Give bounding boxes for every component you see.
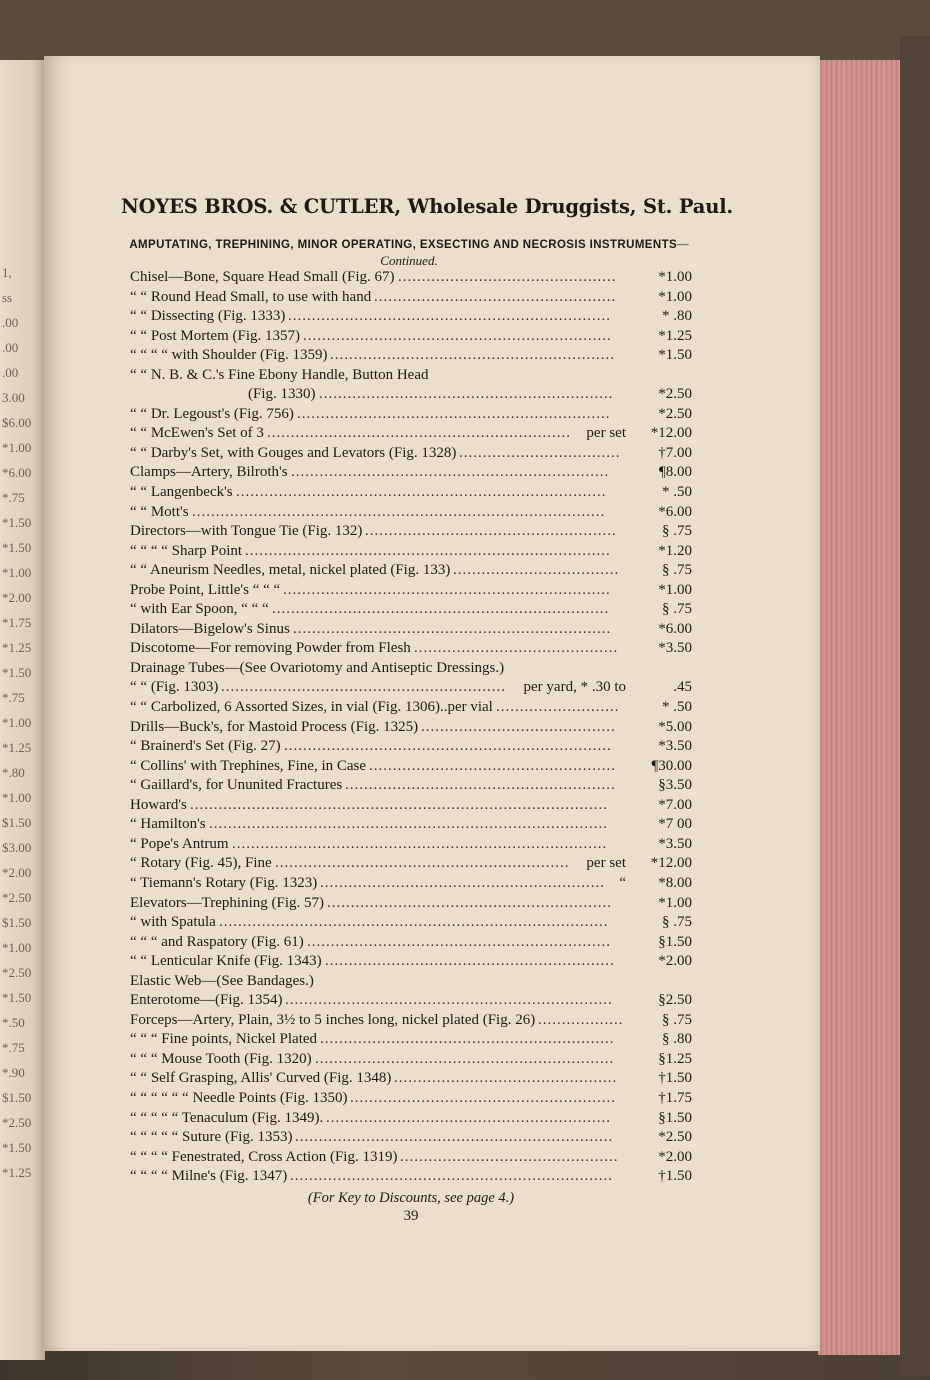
item-price: *1.00: [658, 269, 692, 285]
item-description: “ “ “ “ Milne's (Fig. 1347): [130, 1168, 288, 1185]
price-list-row: [130, 581, 692, 601]
price-list-row: [130, 659, 692, 679]
item-price: *2.50: [658, 405, 692, 422]
price-list-row: [130, 366, 692, 386]
left-page-fragment: *6.00: [2, 465, 32, 480]
item-description: “ “ “ Mouse Tooth (Fig. 1320): [130, 1050, 312, 1067]
price-list-row: [130, 1167, 692, 1187]
leader-dots: ..............................................................: [319, 386, 614, 403]
leader-dots: ............................................................: [327, 894, 612, 911]
leader-dots: ............................................................: [326, 1109, 611, 1126]
item-price: *6.00: [658, 503, 692, 520]
leader-dots: .............................................................: [325, 953, 615, 970]
item-price: †1.50: [658, 1168, 692, 1185]
item-description: “ “ “ “ “ “ Needle Points (Fig. 1350): [130, 1089, 348, 1106]
item-price: §1.50: [658, 1109, 692, 1126]
leader-dots: ...........................................: [414, 640, 619, 657]
item-description: “ Brainerd's Set (Fig. 27): [130, 738, 281, 755]
item-price: †7.00: [658, 444, 692, 461]
leader-dots: .....................................................................: [284, 738, 612, 755]
left-page-fragment: 3.00: [2, 390, 25, 405]
leader-dots: ..........................: [496, 699, 620, 716]
item-description: “ “ “ “ Sharp Point: [130, 542, 243, 559]
item-description: “ “ Darby's Set, with Gouges and Levators (Fig. 1328): [130, 444, 457, 461]
price-list-row: [130, 737, 692, 757]
item-description: “ Tiemann's Rotary (Fig. 1323): [130, 874, 318, 891]
price-list-row: [130, 620, 692, 640]
item-description: “ “ “ and Raspatory (Fig. 61): [130, 933, 304, 950]
item-description: “ “ “ “ “ Suture (Fig. 1353): [130, 1129, 293, 1146]
item-price: *7 00: [658, 816, 692, 833]
left-page-fragment: *2.50: [2, 965, 32, 980]
item-price: §1.25: [658, 1050, 692, 1067]
item-description: “ “ “ Fine points, Nickel Plated: [130, 1031, 318, 1048]
price-list-row: [130, 894, 692, 914]
price-list-row: [130, 600, 692, 620]
item-description: Chisel—Bone, Square Head Small (Fig. 67): [130, 269, 395, 285]
price-list-row: [130, 815, 692, 835]
left-page-fragment: *1.00: [2, 940, 32, 955]
left-page-fragment: *.80: [2, 765, 25, 780]
item-price: †1.75: [658, 1089, 692, 1106]
price-list-row: [130, 561, 692, 581]
item-price: *1.00: [658, 288, 692, 305]
item-price: §2.50: [658, 992, 692, 1009]
item-description: Drills—Buck's, for Mastoid Process (Fig. 1325): [130, 718, 419, 735]
price-list-row: [130, 991, 692, 1011]
item-unit: per yard, * .30 to: [523, 679, 626, 696]
item-description: “ Rotary (Fig. 45), Fine: [130, 855, 272, 872]
item-description: Directors—with Tongue Tie (Fig. 132): [130, 523, 363, 540]
price-list-row: [130, 1089, 692, 1109]
left-page-fragment: ss: [2, 290, 13, 305]
item-description: “ “ Mott's: [130, 503, 189, 520]
item-description: Forceps—Artery, Plain, 3½ to 5 inches long, nickel plated (Fig. 26): [130, 1011, 536, 1028]
leader-dots: ...............................................................................: [232, 835, 608, 852]
left-page-fragment: *1.50: [2, 990, 32, 1005]
price-list-row: [130, 933, 692, 953]
leader-dots: .....................................................................: [283, 581, 611, 598]
left-page-fragment: *1.50: [2, 540, 32, 555]
left-page-fragment: *1.00: [2, 440, 32, 455]
price-list-row: [130, 522, 692, 542]
left-page-fragment: $1.50: [2, 815, 32, 830]
leader-dots: ....................................................................: [290, 1168, 613, 1185]
price-list-row: [130, 835, 692, 855]
left-page-fragment: *1.75: [2, 615, 32, 630]
item-description: “ “ Carbolized, 6 Assorted Sizes, in vial (Fig. 1306)..per vial: [130, 699, 493, 716]
price-list-row: [130, 385, 692, 405]
left-page-fragment: *.90: [2, 1065, 25, 1080]
item-description: “ “ Dr. Legoust's (Fig. 756): [130, 405, 294, 422]
item-price: * .80: [662, 308, 692, 325]
item-price: *12.00: [650, 855, 692, 872]
left-page-fragment: $3.00: [2, 840, 32, 855]
price-list-row: [130, 346, 692, 366]
left-page-fragment: $6.00: [2, 415, 32, 430]
item-price: *1.00: [658, 581, 692, 598]
price-list-row: [130, 952, 692, 972]
leader-dots: .............................................................................: [245, 542, 611, 559]
leader-dots: ............................................................: [221, 679, 506, 696]
discount-note: (For Key to Discounts, see page 4.): [307, 1190, 515, 1206]
leader-dots: .......................................................................................: [192, 503, 606, 520]
item-price: *1.25: [658, 327, 692, 344]
page-header: NOYES BROS. & CUTLER, Wholesale Druggists, St. Paul.: [121, 195, 734, 218]
price-list-row: [130, 972, 692, 992]
item-price: *2.50: [658, 386, 692, 403]
leader-dots: ...............................................: [394, 1070, 618, 1087]
leader-dots: ..................................: [459, 444, 621, 461]
item-description: (Fig. 1330): [248, 386, 316, 403]
left-page-fragment: *.75: [2, 490, 25, 505]
left-page-fragment: .00: [2, 365, 19, 380]
book-spine: [900, 36, 930, 1376]
leader-dots: ..................................................................................: [219, 914, 609, 931]
item-price: †1.50: [658, 1070, 692, 1087]
leader-dots: .........................................................: [345, 777, 616, 794]
item-price: *2.00: [658, 1148, 692, 1165]
item-price: * .50: [662, 699, 692, 716]
leader-dots: ...................................: [453, 562, 620, 579]
price-list-row: [130, 268, 692, 288]
left-page-fragment: *2.50: [2, 1115, 32, 1130]
item-description: “ “ Round Head Small, to use with hand: [130, 288, 372, 305]
price-list-row: [130, 639, 692, 659]
left-page-fragment: *1.00: [2, 565, 32, 580]
price-list-row: [130, 698, 692, 718]
left-page-fragment: *1.00: [2, 715, 32, 730]
price-list-row: [130, 1109, 692, 1129]
price-list-row: [130, 327, 692, 347]
item-price: *8.00: [658, 874, 692, 891]
item-description: Enterotome—(Fig. 1354): [130, 992, 283, 1009]
price-list-row: [130, 678, 692, 698]
item-price: ¶30.00: [651, 757, 692, 774]
item-price: §1.50: [658, 933, 692, 950]
price-list-row: [130, 307, 692, 327]
leader-dots: .....................................................................: [285, 992, 613, 1009]
item-price: § .75: [662, 523, 692, 540]
item-price: *3.50: [658, 640, 692, 657]
price-list-row: [130, 1011, 692, 1031]
leader-dots: ........................................................................................: [190, 796, 608, 813]
leader-dots: ............................................................: [330, 347, 615, 364]
left-page-fragment: *1.25: [2, 640, 32, 655]
leader-dots: ..................................................................: [297, 405, 611, 422]
left-page-fragment: *.50: [2, 1015, 25, 1030]
item-price: * .50: [662, 484, 692, 501]
left-page-fragment: *2.50: [2, 890, 32, 905]
left-page-edge: [0, 60, 45, 1360]
price-list-row: [130, 444, 692, 464]
leader-dots: ...................................................: [374, 288, 617, 305]
leader-dots: ...................................................................: [295, 1129, 614, 1146]
price-list-row: [130, 874, 692, 894]
price-list-row: [130, 1050, 692, 1070]
item-description: “ “ Aneurism Needles, metal, nickel plated (Fig. 133): [130, 562, 451, 579]
item-unit: per set: [586, 855, 626, 872]
item-description: “ “ Langenbeck's: [130, 484, 233, 501]
leader-dots: ....................................................................................: [209, 816, 608, 833]
left-page-fragment: *1.50: [2, 515, 32, 530]
item-price: *3.50: [658, 738, 692, 755]
page-edges: [818, 60, 906, 1355]
item-price: *7.00: [658, 796, 692, 813]
item-unit: “: [619, 874, 626, 891]
price-list-row: [130, 424, 692, 444]
item-description: “ “ Self Grasping, Allis' Curved (Fig. 1348): [130, 1070, 392, 1087]
price-list-row: [130, 288, 692, 308]
item-description: “ with Ear Spoon, “ “ “: [130, 601, 269, 618]
leader-dots: ..............................................................: [320, 1031, 615, 1048]
price-list-row: [130, 718, 692, 738]
left-page-fragment: *1.25: [2, 740, 32, 755]
leader-dots: ..............................................................................: [236, 484, 607, 501]
price-list-row: [130, 1148, 692, 1168]
leader-dots: ....................................................................: [288, 308, 611, 325]
section-continued: —Continued.: [380, 236, 689, 268]
item-price: *1.50: [658, 347, 692, 364]
price-list-row: [130, 405, 692, 425]
item-price: *5.00: [658, 718, 692, 735]
left-page-fragment: *2.00: [2, 865, 32, 880]
item-price: *2.00: [658, 953, 692, 970]
item-description: Clamps—Artery, Bilroth's: [130, 464, 288, 481]
item-price: §3.50: [658, 777, 692, 794]
leader-dots: ..............................................: [398, 269, 617, 285]
leader-dots: .........................................: [421, 718, 616, 735]
item-price: § .75: [662, 562, 692, 579]
leader-dots: ..................: [538, 1011, 624, 1028]
section-title: [126, 236, 692, 270]
item-description: Discotome—For removing Powder from Flesh: [130, 640, 411, 657]
price-list-row: [130, 796, 692, 816]
leader-dots: ................................................................: [307, 933, 611, 950]
left-page-fragment: *1.25: [2, 1165, 32, 1180]
item-description: “ “ (Fig. 1303): [130, 679, 219, 696]
item-price: *3.50: [658, 835, 692, 852]
left-page-fragment: *1.00: [2, 790, 32, 805]
price-list-row: [130, 776, 692, 796]
leader-dots: ...............................................................: [315, 1050, 615, 1067]
item-description: “ “ N. B. & C.'s Fine Ebony Handle, Button Head: [130, 366, 429, 383]
leader-dots: ........................................................: [350, 1089, 616, 1106]
left-page-fragment: *2.00: [2, 590, 32, 605]
leader-dots: ..............................................: [400, 1148, 619, 1165]
item-description: “ “ Post Mortem (Fig. 1357): [130, 327, 300, 344]
item-price: § .75: [662, 914, 692, 931]
item-description: “ with Spatula: [130, 914, 216, 931]
left-page-fragment: *1.50: [2, 1140, 32, 1155]
item-description: “ “ McEwen's Set of 3: [130, 425, 264, 442]
leader-dots: .......................................................................: [272, 601, 610, 618]
left-page-fragment: $1.50: [2, 915, 32, 930]
item-description: Dilators—Bigelow's Sinus: [130, 620, 290, 637]
price-list-row: [130, 757, 692, 777]
item-description: “ Collins' with Trephines, Fine, in Case: [130, 757, 367, 774]
item-price: § .75: [662, 1011, 692, 1028]
item-description: “ “ Dissecting (Fig. 1333): [130, 308, 286, 325]
left-page-fragment: *.75: [2, 1040, 25, 1055]
item-description: “ Pope's Antrum: [130, 835, 229, 852]
leader-dots: ...................................................................: [291, 464, 610, 481]
left-page-fragment: *1.50: [2, 665, 32, 680]
price-list-row: [130, 542, 692, 562]
item-description: “ “ “ “ “ Tenaculum (Fig. 1349).: [130, 1109, 324, 1126]
price-list-row: [130, 854, 692, 874]
item-description: Howard's: [130, 796, 187, 813]
left-page-price-fragments: [2, 260, 42, 1185]
price-list-row: [130, 1128, 692, 1148]
item-unit: per set: [586, 425, 626, 442]
price-list-row: [130, 463, 692, 483]
left-page-fragment: .00: [2, 315, 19, 330]
left-page-fragment: $1.50: [2, 1090, 32, 1105]
item-description: Elastic Web—(See Bandages.): [130, 972, 314, 989]
left-page-fragment: 1,: [2, 265, 12, 280]
item-price: *12.00: [650, 425, 692, 442]
item-price: § .75: [662, 601, 692, 618]
leader-dots: .....................................................: [365, 523, 617, 540]
left-page-fragment: *.75: [2, 690, 25, 705]
item-description: “ Hamilton's: [130, 816, 206, 833]
item-price: *2.50: [658, 1129, 692, 1146]
leader-dots: ................................................................: [267, 425, 571, 442]
item-price: ¶8.00: [658, 464, 692, 481]
item-description: Elevators—Trephining (Fig. 57): [130, 894, 325, 911]
leader-dots: ...................................................................: [293, 620, 612, 637]
item-description: Drainage Tubes—(See Ovariotomy and Antiseptic Dressings.): [130, 659, 505, 676]
item-description: “ Gaillard's, for Ununited Fractures: [130, 777, 343, 794]
item-description: Probe Point, Little's “ “ “: [130, 581, 281, 598]
item-price: *1.00: [658, 894, 692, 911]
item-price: *1.20: [658, 542, 692, 559]
item-description: “ “ “ “ Fenestrated, Cross Action (Fig. 1319): [130, 1148, 398, 1165]
price-list-row: [130, 1030, 692, 1050]
price-list-row: [130, 913, 692, 933]
section-title-text: AMPUTATING, TREPHINING, MINOR OPERATING, EXSECTING AND NECROSIS INSTRUMENTS: [129, 239, 678, 251]
page-number: 39: [403, 1208, 419, 1224]
left-page-fragment: .00: [2, 340, 19, 355]
leader-dots: ............................................................: [320, 874, 605, 891]
item-description: “ “ Lenticular Knife (Fig. 1343): [130, 953, 322, 970]
leader-dots: .................................................................: [303, 327, 612, 344]
item-price: *6.00: [658, 620, 692, 637]
leader-dots: ....................................................: [369, 757, 616, 774]
price-list-row: [130, 483, 692, 503]
price-list: [130, 268, 692, 1187]
price-list-row: [130, 503, 692, 523]
item-price: § .80: [662, 1031, 692, 1048]
book-cover-top: [0, 0, 930, 60]
price-list-row: [130, 1069, 692, 1089]
item-description: “ “ “ “ with Shoulder (Fig. 1359): [130, 347, 328, 364]
item-price: .45: [673, 679, 692, 696]
leader-dots: ..............................................................: [275, 855, 570, 872]
